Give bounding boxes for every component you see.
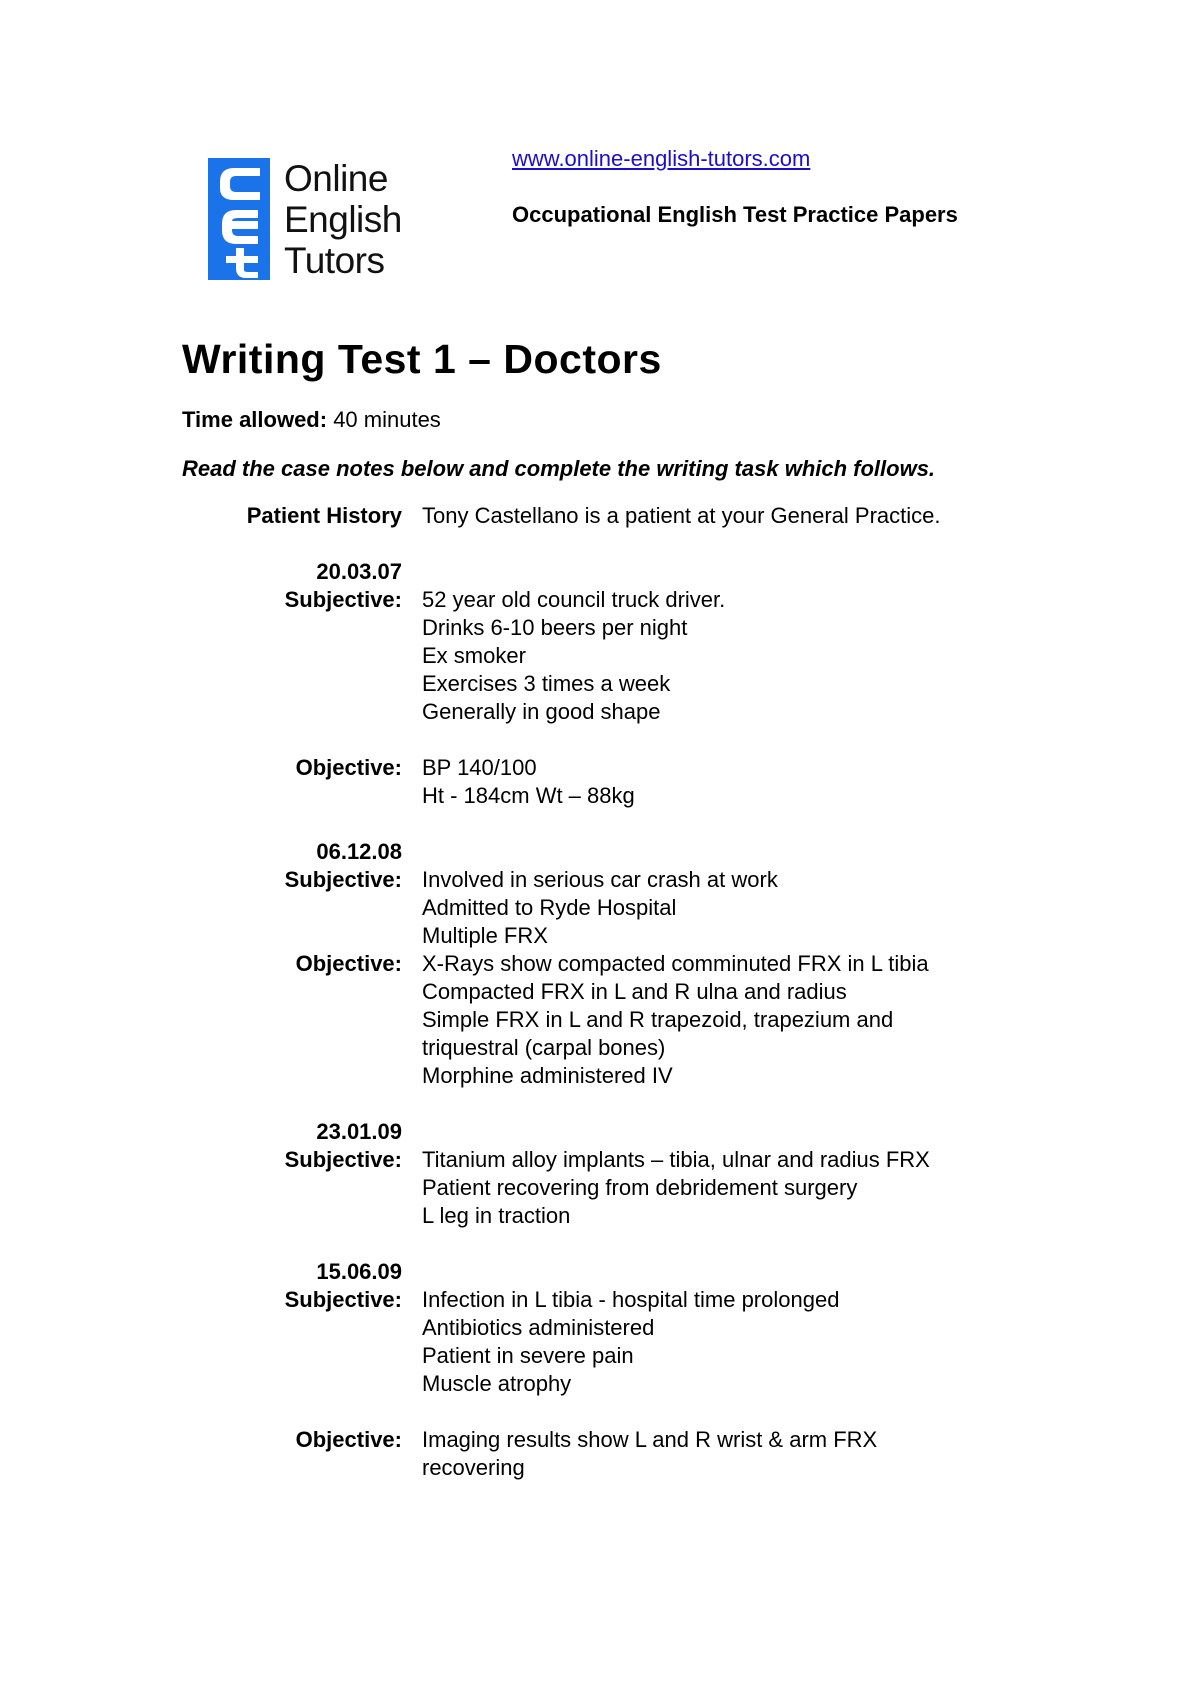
- subjective-label: Subjective:: [284, 867, 402, 892]
- note-line: Antibiotics administered: [422, 1315, 655, 1340]
- note-line: Generally in good shape: [422, 699, 661, 724]
- page-title: Writing Test 1 – Doctors: [182, 336, 662, 382]
- entry-date-row: [0, 1258, 1200, 1286]
- entry-date: 06.12.08: [316, 839, 402, 864]
- objective-label: Objective:: [295, 755, 402, 780]
- entry-date-row: [0, 838, 1200, 866]
- subjective-row: [0, 1146, 1200, 1230]
- note-line: Drinks 6-10 beers per night: [422, 615, 688, 640]
- oet-logo-icon: [208, 158, 270, 280]
- entry-date-row: [0, 558, 1200, 586]
- note-line: X-Rays show compacted comminuted FRX in L tibia: [422, 951, 929, 976]
- subjective-row: [0, 866, 1200, 950]
- note-line: L leg in traction: [422, 1203, 571, 1228]
- note-line: Exercises 3 times a week: [422, 671, 671, 696]
- note-line: Simple FRX in L and R trapezoid, trapezium and: [422, 1007, 894, 1032]
- subjective-label: Subjective:: [284, 587, 402, 612]
- note-line: Patient recovering from debridement surgery: [422, 1175, 858, 1200]
- objective-notes: [422, 950, 1022, 1090]
- note-line: Titanium alloy implants – tibia, ulnar and radius FRX: [422, 1147, 930, 1172]
- subjective-row: [0, 586, 1200, 726]
- time-allowed-value: 40 minutes: [327, 407, 441, 432]
- patient-history-value: Tony Castellano is a patient at your General Practice.: [422, 503, 941, 528]
- subjective-label: Subjective:: [284, 1147, 402, 1172]
- note-line: 52 year old council truck driver.: [422, 587, 726, 612]
- entry-date: 20.03.07: [316, 559, 402, 584]
- note-line: recovering: [422, 1455, 525, 1480]
- time-allowed: [182, 407, 441, 433]
- subjective-label: Subjective:: [284, 1287, 402, 1312]
- objective-row: [0, 950, 1200, 1090]
- case-notes: [0, 502, 1200, 1482]
- note-line: Ex smoker: [422, 643, 526, 668]
- objective-row: [0, 1426, 1200, 1482]
- note-line: BP 140/100: [422, 755, 537, 780]
- note-line: Infection in L tibia - hospital time prolonged: [422, 1287, 840, 1312]
- entry-date: 23.01.09: [316, 1119, 402, 1144]
- entry-date: 15.06.09: [316, 1259, 402, 1284]
- note-line: Imaging results show L and R wrist & arm FRX: [422, 1427, 878, 1452]
- subjective-row: [0, 1286, 1200, 1398]
- note-line: triquestral (carpal bones): [422, 1035, 666, 1060]
- website-link[interactable]: www.online-english-tutors.com: [512, 146, 811, 171]
- objective-label: Objective:: [295, 1427, 402, 1452]
- logo: [208, 158, 438, 282]
- subjective-notes: [422, 1286, 1022, 1398]
- subjective-notes: [422, 1146, 1022, 1230]
- note-line: Muscle atrophy: [422, 1371, 572, 1396]
- logo-line: Online: [284, 158, 388, 199]
- patient-history-row: [0, 502, 1200, 530]
- logo-wordmark: [284, 158, 402, 281]
- note-line: Admitted to Ryde Hospital: [422, 895, 677, 920]
- note-line: Patient in severe pain: [422, 1343, 634, 1368]
- patient-history-label: Patient History: [246, 503, 402, 528]
- time-allowed-label: Time allowed:: [182, 407, 328, 432]
- objective-row: [0, 754, 1200, 810]
- objective-notes: [422, 1426, 1022, 1482]
- series-subtitle: Occupational English Test Practice Papers: [512, 202, 958, 227]
- task-instruction: Read the case notes below and complete the writing task which follows.: [182, 456, 936, 481]
- note-line: Morphine administered IV: [422, 1063, 673, 1088]
- subjective-notes: [422, 586, 1022, 726]
- note-line: Ht - 184cm Wt – 88kg: [422, 783, 635, 808]
- note-line: Multiple FRX: [422, 923, 548, 948]
- objective-label: Objective:: [295, 951, 402, 976]
- logo-line: English: [284, 199, 402, 240]
- note-line: Compacted FRX in L and R ulna and radius: [422, 979, 847, 1004]
- logo-line: Tutors: [284, 240, 385, 281]
- objective-notes: [422, 754, 1022, 810]
- note-line: Involved in serious car crash at work: [422, 867, 778, 892]
- subjective-notes: [422, 866, 1022, 950]
- entry-date-row: [0, 1118, 1200, 1146]
